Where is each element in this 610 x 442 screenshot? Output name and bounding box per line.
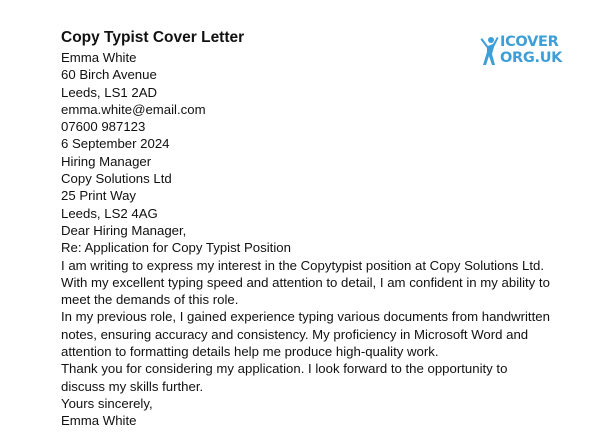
salutation: Dear Hiring Manager, [61, 222, 187, 238]
signature: Emma White [61, 413, 137, 429]
recipient-street: 25 Print Way [61, 188, 136, 204]
logo-line-1: ICOVER [500, 34, 559, 50]
closing: Yours sincerely, [61, 395, 153, 411]
recipient-city: Leeds, LS2 4AG [61, 205, 158, 221]
sender-name: Emma White [61, 50, 137, 65]
body-paragraph-1: I am writing to express my interest in the Copytypist position at Copy Solutions Ltd. With my excellent typing speed and attention to detail, I am confident in my ability to meet the demands of this role. [61, 257, 550, 308]
logo-line-2: ORG.UK [500, 50, 563, 66]
letter-date: 6 September 2024 [61, 136, 170, 152]
sender-email: emma.white@email.com [61, 101, 206, 117]
page-title: Copy Typist Cover Letter [61, 29, 245, 46]
person-jumping-icon [479, 34, 499, 68]
sender-city: Leeds, LS1 2AD [61, 84, 158, 100]
sender-street: 60 Birch Avenue [61, 67, 157, 83]
recipient-company: Copy Solutions Ltd [61, 171, 172, 187]
recipient-title: Hiring Manager [61, 153, 152, 169]
body-paragraph-2: In my previous role, I gained experience typing various documents from handwritten notes, ensuring accuracy and consistency. My proficiency in Microsoft Word and attention to formatting details help me produce high-quality work. [61, 309, 550, 360]
icover-logo [479, 34, 563, 70]
subject-line: Re: Application for Copy Typist Position [61, 240, 291, 256]
sender-phone: 07600 987123 [61, 119, 146, 135]
cover-letter [61, 28, 561, 430]
logo-wordmark [500, 34, 562, 66]
body-paragraph-3: Thank you for considering my application. I look forward to the opportunity to discuss my skills further. [61, 361, 508, 394]
